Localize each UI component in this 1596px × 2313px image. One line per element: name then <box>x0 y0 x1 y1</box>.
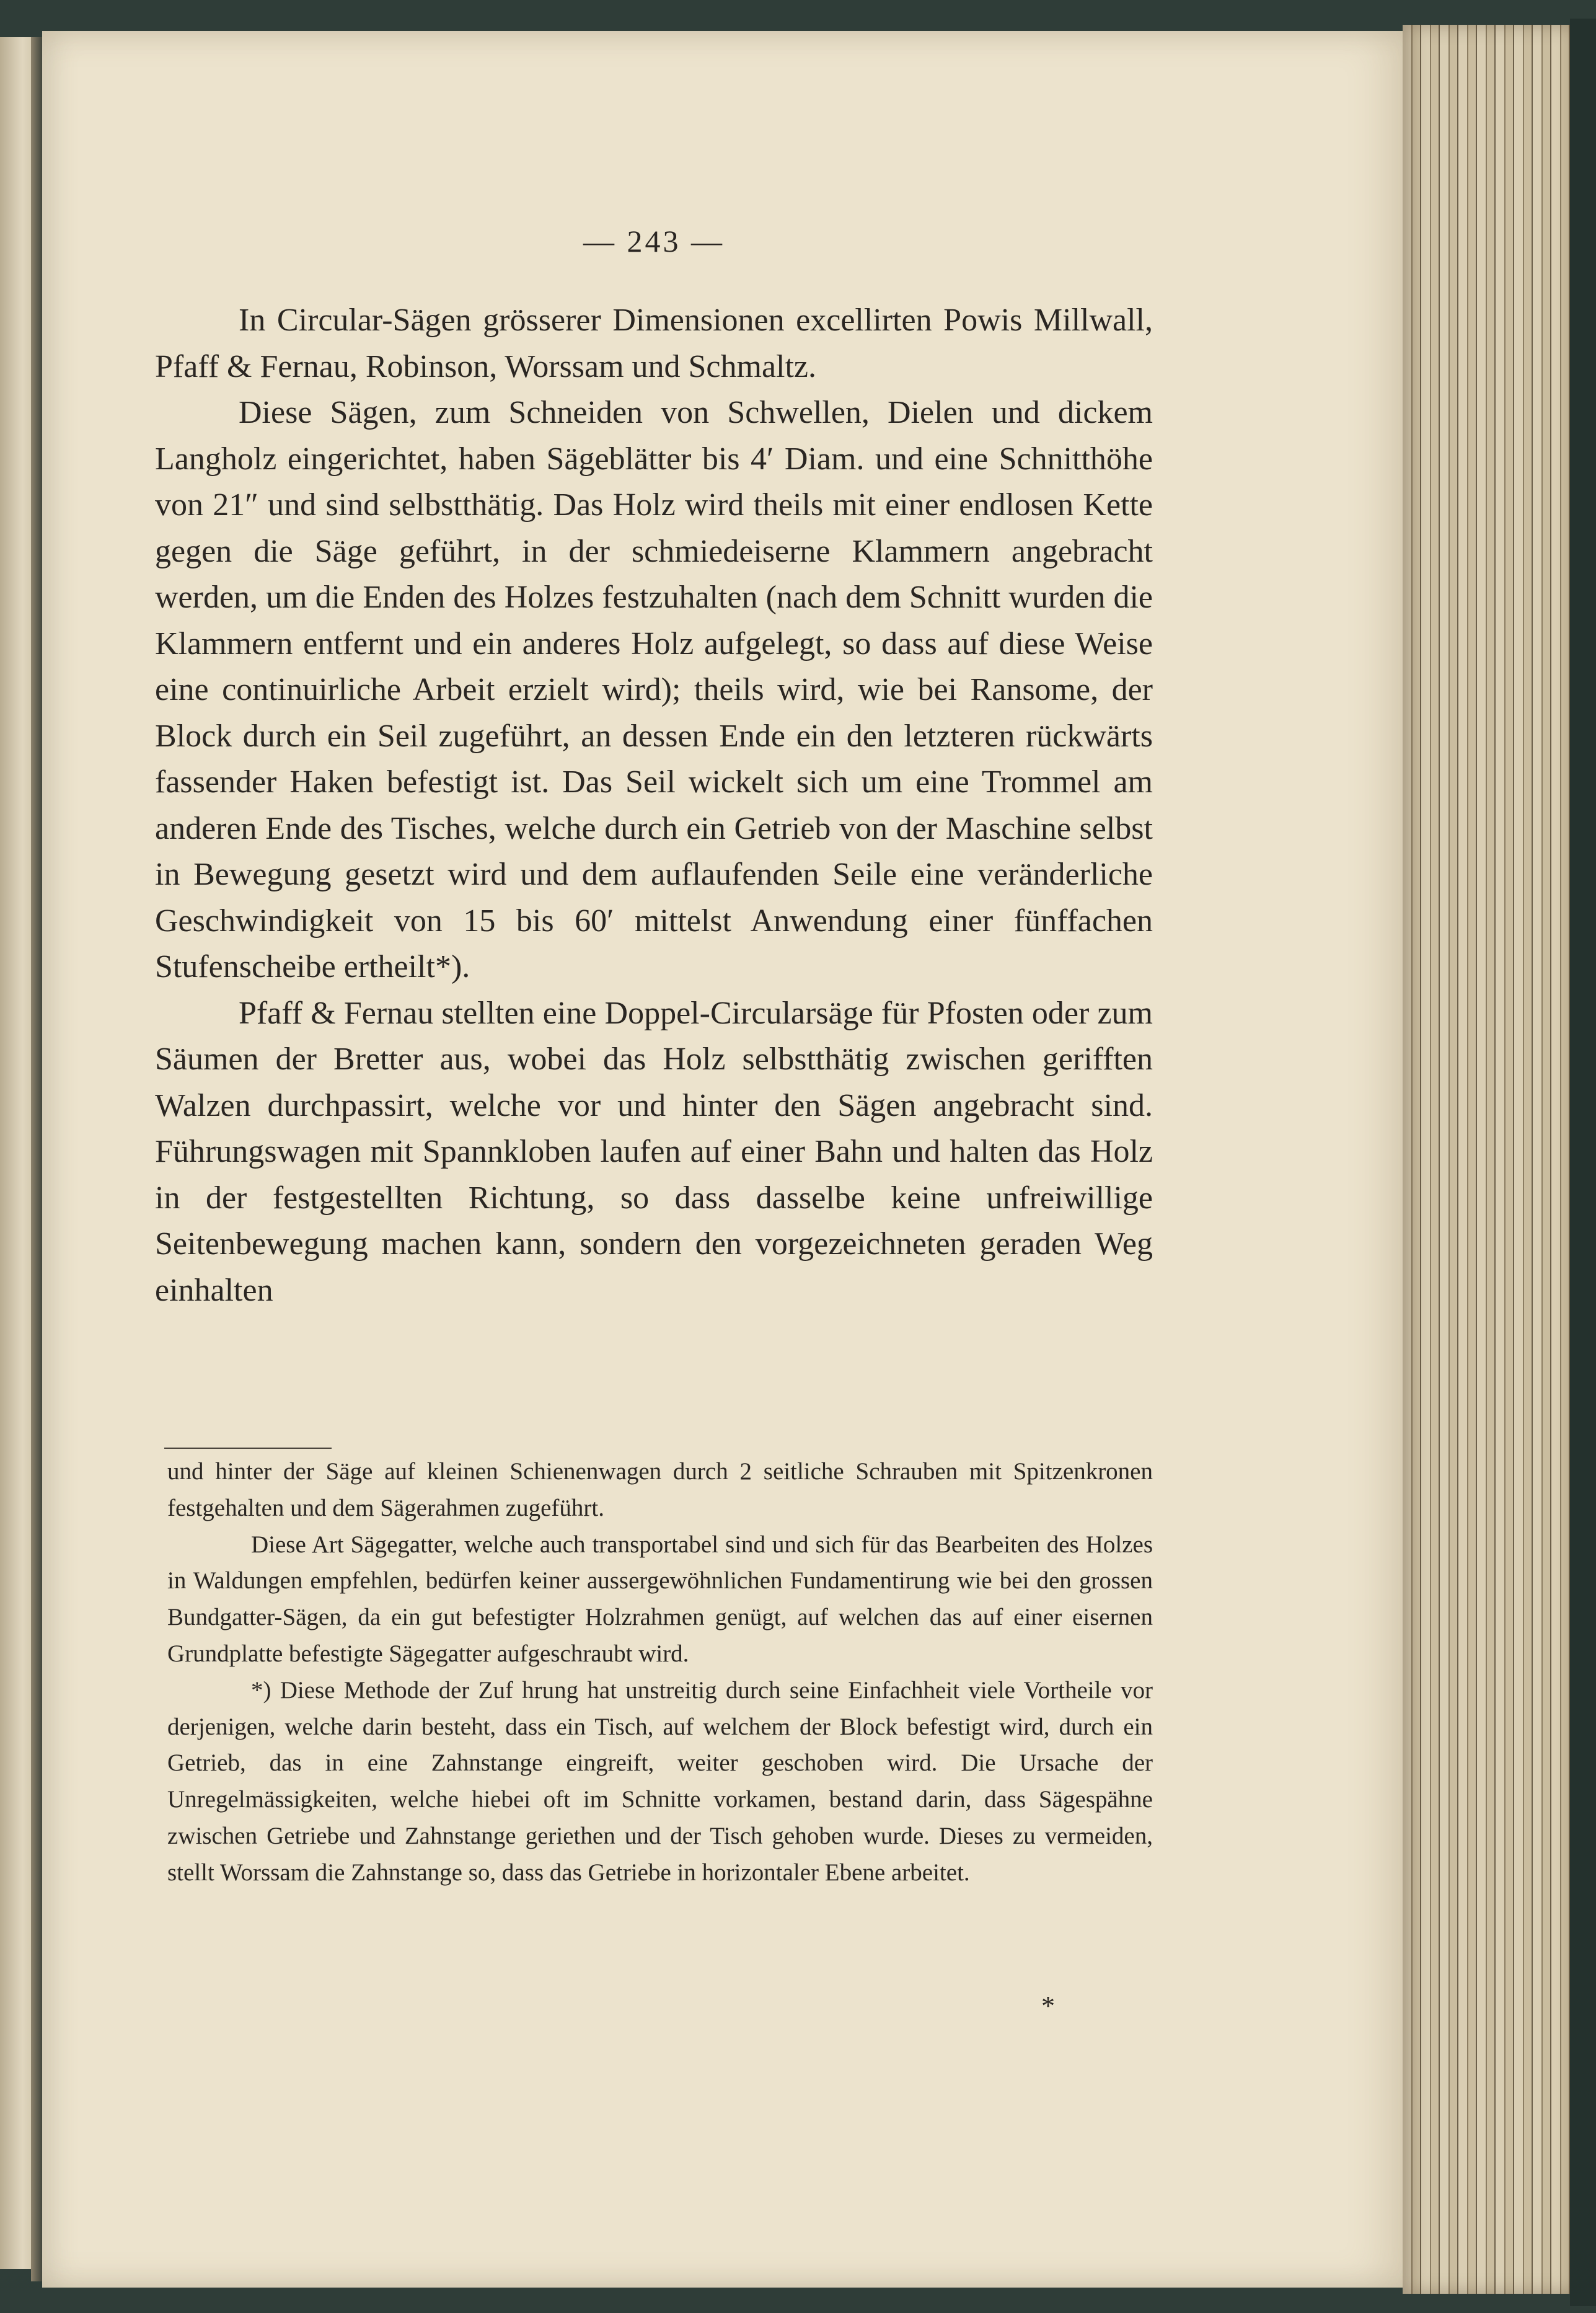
signature-mark: * <box>1041 1991 1055 2021</box>
book-cover-edge <box>1570 19 1596 2306</box>
paragraph: In Circular-Sägen grösserer Dimensionen excellirten Powis Millwall, Pfaff & Fernau, Robinson, Worssam und Schmaltz. <box>155 303 1153 384</box>
paragraph: Diese Sägen, zum Schneiden von Schwellen, Dielen und dickem Langholz eingerichtet, haben Sägeblätter bis 4′ Diam. und eine Schnitthöhe von 21″ und sind selbstthätig. Das Holz wird theils mit einer endlosen Kette gegen die Säge geführt, in der schmiedeiserne Klammern angebracht werden, um die Enden des Holzes festzuhalten (nach dem Schnitt wurden die Klammern entfernt und ein anderes Holz aufgelegt, so dass auf diese Weise eine continuirliche Arbeit erzielt wird); theils wird, wie bei Ransome, der Block durch ein Seil zugeführt, an dessen Ende ein den letzteren rückwärts fassender Haken befestigt ist. Das Seil wickelt sich um eine Trommel am anderen Ende des Tisches, welche durch ein Getrieb von der Maschine selbst in Bewegung gesetzt wird und dem auflaufenden Seile eine veränderliche Geschwindigkeit von 15 bis 60′ mittelst Anwendung einer fünffachen Stufenscheibe ertheilt*). <box>155 395 1153 984</box>
footnote-continuation: und hinter der Säge auf kleinen Schienenwagen durch 2 seitliche Schrauben mit Spitzenkronen festgehalten und dem Sägerahmen zugeführt. <box>167 1458 1153 1521</box>
footnote-divider <box>164 1448 332 1449</box>
page-number: — 243 — <box>583 224 725 259</box>
footnote-paragraph: Diese Art Sägegatter, welche auch transportabel sind und sich für das Bearbeiten des Holzes in Waldungen empfehlen, bedürfen keiner aussergewöhnlichen Fundamentirung wie bei den grossen Bundgatter-Sägen, da ein gut befestigter Holzrahmen genügt, auf welchen das auf einer eisernen Grundplatte befestigte Sägegatter aufgeschraubt wird. <box>167 1531 1153 1667</box>
footnote-star: *) Diese Methode der Zuf hrung hat unstreitig durch seine Einfachheit viele Vortheile vor derjenigen, welche darin besteht, dass ein Tisch, auf welchem der Block befestigt wird, durch ein Getrieb, das in eine Zahnstange eingreift, weiter geschoben wird. Die Ursache der Unregelmässigkeiten, welche hiebei oft im Schnitte vorkamen, bestand darin, dass Sägespähne zwischen Getriebe und Zahnstange geriethen und der Tisch gehoben wurde. Dieses zu vermeiden, stellt Worssam die Zahnstange so, dass das Getriebe in horizontaler Ebene arbeitet. <box>167 1676 1153 1886</box>
page-stack-edges <box>1403 25 1570 2294</box>
book-gutter <box>31 37 43 2281</box>
paragraph: Pfaff & Fernau stellten eine Doppel-Circularsäge für Pfosten oder zum Säumen der Bretter aus, wobei das Holz selbstthätig zwischen gerifften Walzen durchpassirt, welche vor und hinter den Sägen angebracht sind. Führungswagen mit Spannkloben laufen auf einer Bahn und halten das Holz in der festgestellten Richtung, so dass dasselbe keine unfreiwillige Seitenbewegung machen kann, sondern den vorgezeichneten geraden Weg einhalten <box>155 995 1153 1308</box>
footnotes <box>167 1454 1153 1891</box>
main-text <box>155 298 1153 1314</box>
